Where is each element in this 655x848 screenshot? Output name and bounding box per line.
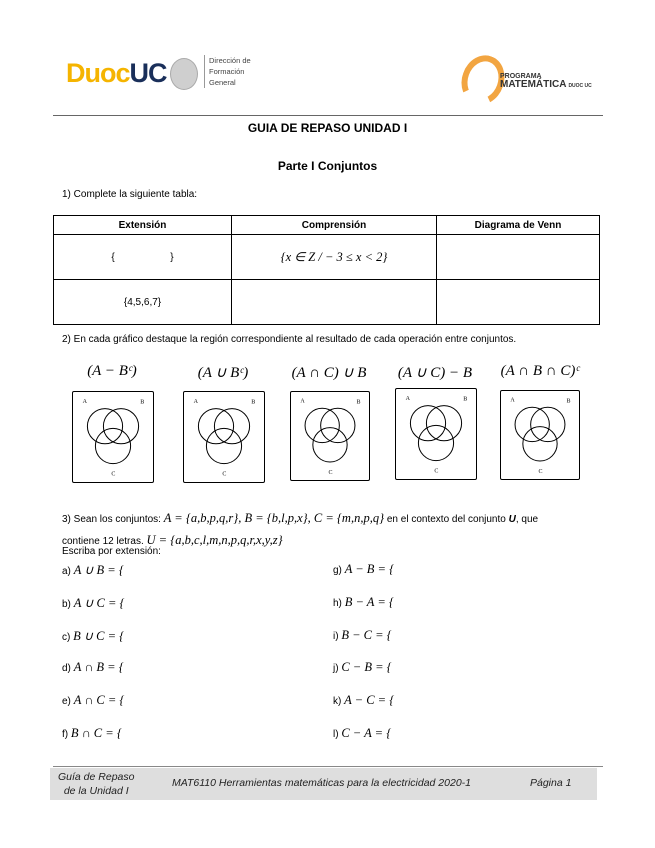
venn-diagram[interactable] [72,391,154,483]
exercise-item[interactable] [333,562,394,577]
label-b: B [140,399,145,406]
q1-prompt: 1) Complete la siguiente tabla: [62,189,198,200]
footer-left: Guía de Repaso [58,771,135,783]
circle-b [214,409,249,444]
sets-table [53,215,600,325]
table-row [54,280,600,325]
item-letter: h) [333,598,342,609]
item-letter: f) [62,729,69,740]
item-letter: e) [62,696,71,707]
item-expression: B ∩ C = { [70,726,122,740]
cell[interactable] [232,280,437,325]
cell[interactable]: {x ∈ Z / − 3 ≤ x < 2} [232,235,437,280]
q3-line2: contiene 12 letras. [62,536,144,547]
page-title: GUIA DE REPASO UNIDAD I [247,121,408,135]
circle-b [426,406,461,441]
item-expression: A ∪ C = { [73,596,125,610]
q3-intro: 3) Sean los conjuntos: [62,514,161,525]
direccion-label [204,55,251,88]
label-a: A [405,395,410,402]
venn-diagram[interactable] [290,391,370,481]
header-divider [53,115,603,116]
item-expression: A ∩ B = { [73,660,124,674]
circle-c [95,428,130,463]
label-a: A [510,397,515,404]
item-expression: B − C = { [341,628,392,642]
label-b: B [463,396,468,403]
exercise-item[interactable] [333,660,392,675]
circle-b [321,408,355,442]
circle-a [305,408,339,442]
label-c: C [434,468,439,475]
exercise-item[interactable] [62,562,124,578]
item-letter: b) [62,599,71,610]
dir-line: General [209,78,236,87]
table-row [54,235,600,280]
venn-svg [396,389,476,479]
circle-c [313,428,347,462]
circle-a [87,409,122,444]
exercise-item[interactable] [62,628,124,644]
pm-main: MATEMÁTICA [500,79,567,90]
q3-universe: U = {a,b,c,l,m,n,p,q,r,x,y,z} [146,533,283,547]
circle-c [418,425,453,460]
venn-operation-label: (A − Bᶜ) [87,363,137,379]
item-expression: C − B = { [341,660,392,674]
circle-b [531,407,565,441]
footer-page: Página 1 [530,777,572,789]
item-expression: B ∪ C = { [73,629,125,643]
venn-diagram[interactable] [395,388,477,480]
exercise-item[interactable] [62,595,125,611]
exercise-item[interactable] [333,693,394,708]
q3-sets: A = {a,b,p,q,r}, B = {b,l,p,x}, C = {m,n,p,q} [163,511,385,525]
label-a: A [300,398,305,405]
dir-line: Formación [209,67,245,76]
col-header: Diagrama de Venn [437,216,600,235]
exercise-item[interactable] [62,660,124,675]
pm-top: PROGRAMA [500,73,542,80]
programa-matematica-logo [500,73,592,90]
cell[interactable] [437,280,600,325]
q3-instruction: Escriba por extensión: [62,546,161,557]
venn-diagram[interactable] [183,391,265,483]
venn-svg [291,392,369,480]
exercise-item[interactable] [62,726,122,741]
item-letter: i) [333,631,339,642]
item-letter: a) [62,566,71,577]
item-letter: g) [333,565,342,576]
q3-u: U [508,514,516,525]
venn-diagram[interactable] [500,390,580,480]
venn-operation-label: (A ∩ B ∩ C)ᶜ [500,363,580,379]
col-header: Extensión [54,216,232,235]
item-expression: A ∩ C = { [73,693,125,707]
circle-a [198,409,233,444]
footer-divider [53,766,603,767]
item-letter: j) [333,663,339,674]
exercise-item[interactable] [333,726,391,741]
item-expression: C − A = { [341,726,392,740]
footer-left: de la Unidad I [63,785,129,797]
item-letter: c) [62,632,71,643]
circle-c [206,428,241,463]
q2-prompt: 2) En cada gráfico destaque la región correspondiente al resultado de cada operación entre conjuntos. [62,334,517,345]
item-letter: k) [333,696,342,707]
label-b: B [356,399,361,406]
label-b: B [566,398,571,405]
item-expression: A − C = { [344,693,395,707]
label-a: A [82,398,87,405]
cell[interactable] [437,235,600,280]
venn-svg [501,391,579,479]
venn-operation-label: (A ∪ C) − B [397,365,473,381]
label-b: B [251,399,256,406]
venn-operation-label: (A ∪ Bᶜ) [197,365,249,381]
item-expression: A − B = { [344,562,395,576]
item-letter: l) [333,729,339,740]
venn-svg [73,392,153,482]
label-a: A [193,398,198,405]
item-expression: A ∪ B = { [73,563,124,577]
circle-c [523,427,557,461]
item-expression: B − A = { [344,595,394,609]
pm-tail: DUOC UC [568,83,592,89]
circle-a [515,407,549,441]
cell[interactable]: {4,5,6,7} [54,280,232,325]
cell[interactable]: { } [54,235,232,280]
col-header: Comprensión [232,216,437,235]
label-c: C [222,471,227,478]
q3-context: en el contexto del conjunto [386,514,506,525]
footer-course: MAT6110 Herramientas matemáticas para la electricidad 2020-1 [172,777,471,789]
exercise-item[interactable] [62,693,124,708]
exercise-item[interactable] [333,595,394,610]
label-c: C [111,471,116,478]
item-letter: d) [62,663,71,674]
duoc-uc-logo: DuocUC [66,58,167,88]
venn-svg [184,392,264,482]
section-title: Parte I Conjuntos [277,159,378,173]
exercise-item[interactable] [333,628,392,643]
label-c: C [328,469,333,476]
circle-a [410,406,445,441]
circle-b [103,409,138,444]
q3-que: , que [515,514,539,525]
dir-line: Dirección de [209,56,251,65]
label-c: C [538,468,543,475]
seal-icon [170,58,198,90]
footer [50,768,597,800]
venn-operation-label: (A ∩ C) ∪ B [291,365,367,381]
